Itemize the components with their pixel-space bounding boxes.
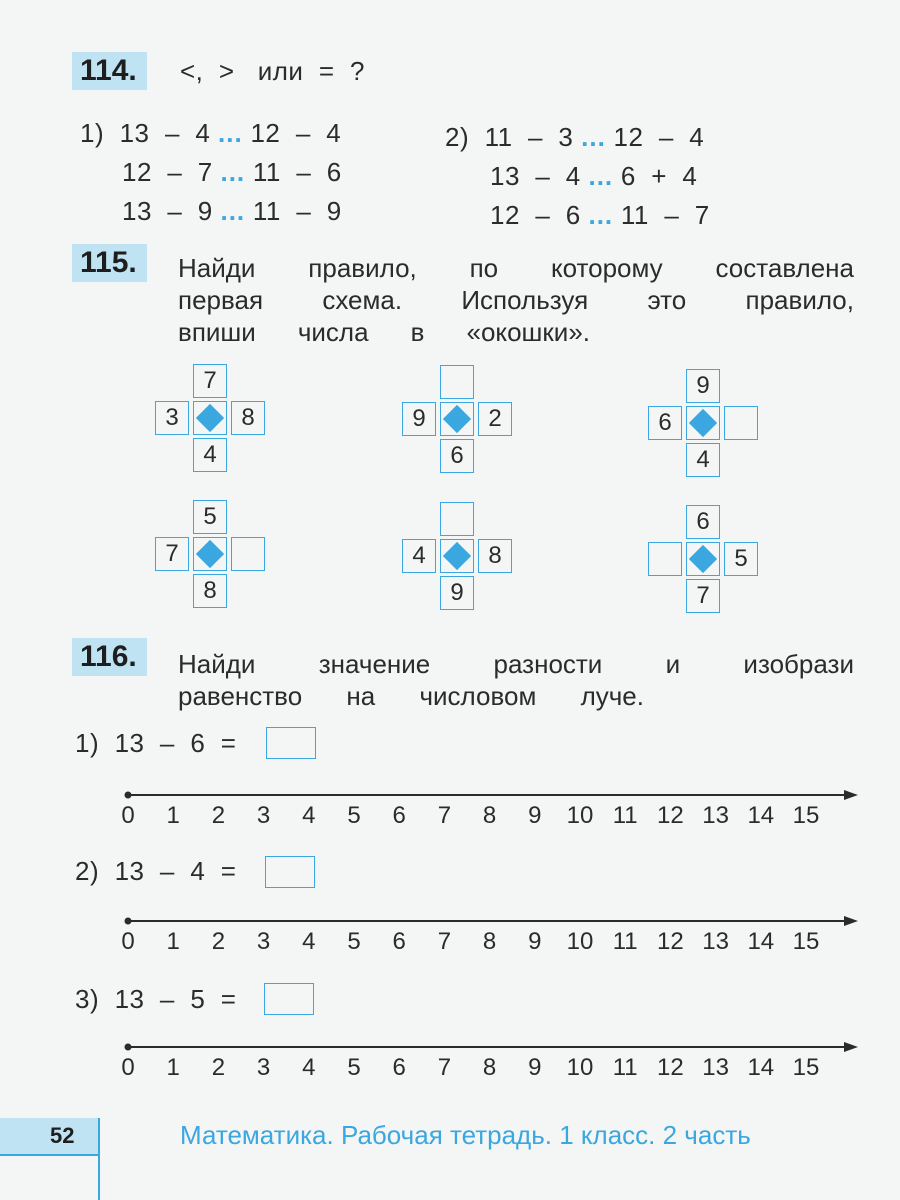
task-116-line-1: Найди значение разности и изобрази bbox=[178, 649, 854, 679]
number-ray bbox=[120, 914, 860, 974]
ray-tick-label: 11 bbox=[612, 928, 638, 955]
cross-cell-right: 8 bbox=[231, 401, 265, 435]
ray-tick-label: 6 bbox=[392, 802, 406, 829]
page-number: 52 bbox=[0, 1118, 100, 1154]
task-114-prompt: <, > или = ? bbox=[180, 56, 365, 86]
ray-tick-label: 13 bbox=[702, 928, 729, 955]
task-116-line-2: равенство на числовом луче. bbox=[178, 681, 644, 711]
ray-tick-label: 0 bbox=[121, 802, 135, 829]
cross-cell-bottom: 4 bbox=[193, 438, 227, 472]
answer-box[interactable] bbox=[266, 727, 316, 759]
ray-tick-label: 7 bbox=[437, 1054, 452, 1081]
row-prefix: 1) bbox=[80, 118, 105, 148]
ray-tick-label: 4 bbox=[302, 928, 316, 955]
cross-cell-right: 5 bbox=[724, 542, 758, 576]
ray-tick-label: 2 bbox=[211, 928, 226, 955]
cross-cell-bottom: 4 bbox=[686, 443, 720, 477]
ray-tick-label: 14 bbox=[747, 802, 775, 829]
footer-title: Математика. Рабочая тетрадь. 1 класс. 2 часть bbox=[180, 1120, 751, 1150]
ray-tick-label: 15 bbox=[792, 802, 820, 829]
cross-center bbox=[686, 406, 720, 440]
cross-cell-top[interactable] bbox=[440, 502, 474, 536]
cross-cell-left: 7 bbox=[155, 537, 189, 571]
diamond-icon bbox=[196, 540, 224, 568]
comparison-blank[interactable]: ... bbox=[218, 118, 243, 148]
right-expression: 11 – 9 bbox=[252, 196, 342, 226]
ray-tick-label: 15 bbox=[792, 928, 820, 955]
ray-tick-label: 1 bbox=[166, 802, 180, 829]
ray-tick-label: 6 bbox=[392, 1054, 406, 1081]
cross-diagram bbox=[648, 505, 758, 615]
task-114-number: 114. bbox=[72, 52, 147, 90]
comparison-row bbox=[80, 118, 341, 149]
ray-tick-label: 3 bbox=[256, 928, 271, 955]
comparison-row bbox=[122, 157, 342, 188]
cross-cell-right[interactable] bbox=[231, 537, 265, 571]
cross-cell-left: 4 bbox=[402, 539, 436, 573]
left-expression: 13 – 9 bbox=[122, 196, 213, 226]
comparison-row bbox=[445, 122, 704, 153]
comparison-blank[interactable]: ... bbox=[588, 200, 614, 230]
ray-arrowhead bbox=[844, 790, 858, 800]
cross-cell-bottom: 7 bbox=[686, 579, 720, 613]
ray-tick-label: 14 bbox=[747, 1054, 775, 1081]
ray-tick-label: 9 bbox=[528, 802, 542, 829]
diamond-icon bbox=[443, 405, 471, 433]
cross-diagram bbox=[648, 369, 758, 479]
cross-center bbox=[440, 539, 474, 573]
diamond-icon bbox=[196, 404, 224, 432]
row-prefix: 2) bbox=[445, 122, 470, 152]
cross-cell-top: 9 bbox=[686, 369, 720, 403]
comparison-blank[interactable]: ... bbox=[220, 157, 246, 187]
cross-center bbox=[440, 402, 474, 436]
ray-tick-label: 12 bbox=[657, 802, 684, 829]
task-115-line-3: впиши числа в «окошки». bbox=[178, 317, 590, 347]
ray-tick-label: 8 bbox=[482, 928, 497, 955]
ray-tick-label: 5 bbox=[347, 802, 361, 829]
cross-center bbox=[193, 537, 227, 571]
task-116-number: 116. bbox=[72, 638, 147, 676]
cross-center bbox=[193, 401, 227, 435]
ray-tick-label: 3 bbox=[256, 802, 271, 829]
ray-tick-label: 7 bbox=[437, 802, 452, 829]
cross-cell-left[interactable] bbox=[648, 542, 682, 576]
footer-divider bbox=[0, 1154, 100, 1156]
ray-tick-label: 12 bbox=[657, 928, 684, 955]
ray-tick-label: 8 bbox=[482, 802, 497, 829]
ray-tick-label: 1 bbox=[166, 1054, 180, 1081]
number-ray bbox=[120, 1040, 860, 1100]
cross-cell-left: 9 bbox=[402, 402, 436, 436]
ray-tick-label: 4 bbox=[302, 1054, 316, 1081]
ray-arrowhead bbox=[844, 916, 858, 926]
ray-tick-label: 11 bbox=[612, 1054, 638, 1081]
ray-tick-label: 8 bbox=[482, 1054, 497, 1081]
right-expression: 11 – 6 bbox=[252, 157, 342, 187]
right-expression: 11 – 7 bbox=[620, 200, 710, 230]
comparison-blank[interactable]: ... bbox=[581, 122, 606, 152]
task-115-number: 115. bbox=[72, 244, 147, 282]
left-expression: 12 – 7 bbox=[122, 157, 213, 187]
ray-tick-label: 11 bbox=[612, 802, 638, 829]
cross-diagram bbox=[155, 364, 265, 474]
ray-tick-label: 10 bbox=[566, 1054, 594, 1081]
ray-tick-label: 2 bbox=[211, 1054, 226, 1081]
cross-diagram bbox=[155, 500, 265, 610]
cross-cell-right: 8 bbox=[478, 539, 512, 573]
ray-tick-label: 7 bbox=[437, 928, 452, 955]
comparison-blank[interactable]: ... bbox=[588, 161, 614, 191]
answer-box[interactable] bbox=[264, 983, 314, 1015]
diamond-icon bbox=[443, 542, 471, 570]
cross-cell-bottom: 9 bbox=[440, 576, 474, 610]
cross-cell-top: 7 bbox=[193, 364, 227, 398]
cross-cell-left: 6 bbox=[648, 406, 682, 440]
ray-tick-label: 10 bbox=[566, 928, 594, 955]
equation-label: 1) 13 – 6 = bbox=[75, 728, 237, 758]
ray-origin-point bbox=[125, 918, 132, 925]
ray-tick-label: 5 bbox=[347, 928, 361, 955]
comparison-blank[interactable]: ... bbox=[220, 196, 246, 226]
left-expression: 12 – 6 bbox=[490, 200, 581, 230]
cross-cell-top: 5 bbox=[193, 500, 227, 534]
ray-tick-label: 4 bbox=[302, 802, 316, 829]
number-ray bbox=[120, 788, 860, 848]
cross-diagram bbox=[402, 502, 512, 612]
footer-divider bbox=[98, 1118, 100, 1200]
ray-tick-label: 3 bbox=[256, 1054, 271, 1081]
ray-tick-label: 0 bbox=[121, 928, 135, 955]
cross-cell-right[interactable] bbox=[724, 406, 758, 440]
cross-cell-left: 3 bbox=[155, 401, 189, 435]
diamond-icon bbox=[689, 545, 717, 573]
equation-label: 3) 13 – 5 = bbox=[75, 984, 237, 1014]
cross-center bbox=[686, 542, 720, 576]
task-115-line-1: Найди правило, по которому составлена bbox=[178, 253, 854, 283]
ray-tick-label: 2 bbox=[211, 802, 226, 829]
task-115-line-2: первая схема. Используя это правило, bbox=[178, 285, 854, 315]
right-expression: 6 + 4 bbox=[620, 161, 698, 191]
ray-arrowhead bbox=[844, 1042, 858, 1052]
equation-label: 2) 13 – 4 = bbox=[75, 856, 237, 886]
left-expression: 13 – 4 bbox=[119, 118, 211, 148]
ray-origin-point bbox=[125, 1044, 132, 1051]
left-expression: 11 – 3 bbox=[484, 122, 574, 152]
number-ray-axis bbox=[120, 914, 860, 928]
cross-cell-right: 2 bbox=[478, 402, 512, 436]
ray-tick-label: 0 bbox=[121, 1054, 135, 1081]
ray-tick-label: 1 bbox=[166, 928, 180, 955]
comparison-row bbox=[490, 200, 710, 231]
ray-tick-label: 6 bbox=[392, 928, 406, 955]
ray-tick-label: 9 bbox=[528, 1054, 542, 1081]
cross-cell-bottom: 8 bbox=[193, 574, 227, 608]
ray-origin-point bbox=[125, 792, 132, 799]
ray-tick-label: 14 bbox=[747, 928, 775, 955]
ray-tick-label: 13 bbox=[702, 1054, 729, 1081]
ray-tick-label: 9 bbox=[528, 928, 542, 955]
cross-cell-top: 6 bbox=[686, 505, 720, 539]
diamond-icon bbox=[689, 409, 717, 437]
left-expression: 13 – 4 bbox=[490, 161, 581, 191]
ray-tick-label: 12 bbox=[657, 1054, 684, 1081]
ray-tick-label: 5 bbox=[347, 1054, 361, 1081]
ray-tick-label: 13 bbox=[702, 802, 729, 829]
right-expression: 12 – 4 bbox=[613, 122, 705, 152]
number-ray-axis bbox=[120, 788, 860, 802]
comparison-row bbox=[490, 161, 697, 192]
cross-cell-top[interactable] bbox=[440, 365, 474, 399]
cross-diagram bbox=[402, 365, 512, 475]
ray-tick-label: 15 bbox=[792, 1054, 820, 1081]
ray-tick-label: 10 bbox=[566, 802, 594, 829]
comparison-row bbox=[122, 196, 342, 227]
cross-cell-bottom: 6 bbox=[440, 439, 474, 473]
answer-box[interactable] bbox=[265, 856, 315, 888]
right-expression: 12 – 4 bbox=[250, 118, 342, 148]
number-ray-axis bbox=[120, 1040, 860, 1054]
